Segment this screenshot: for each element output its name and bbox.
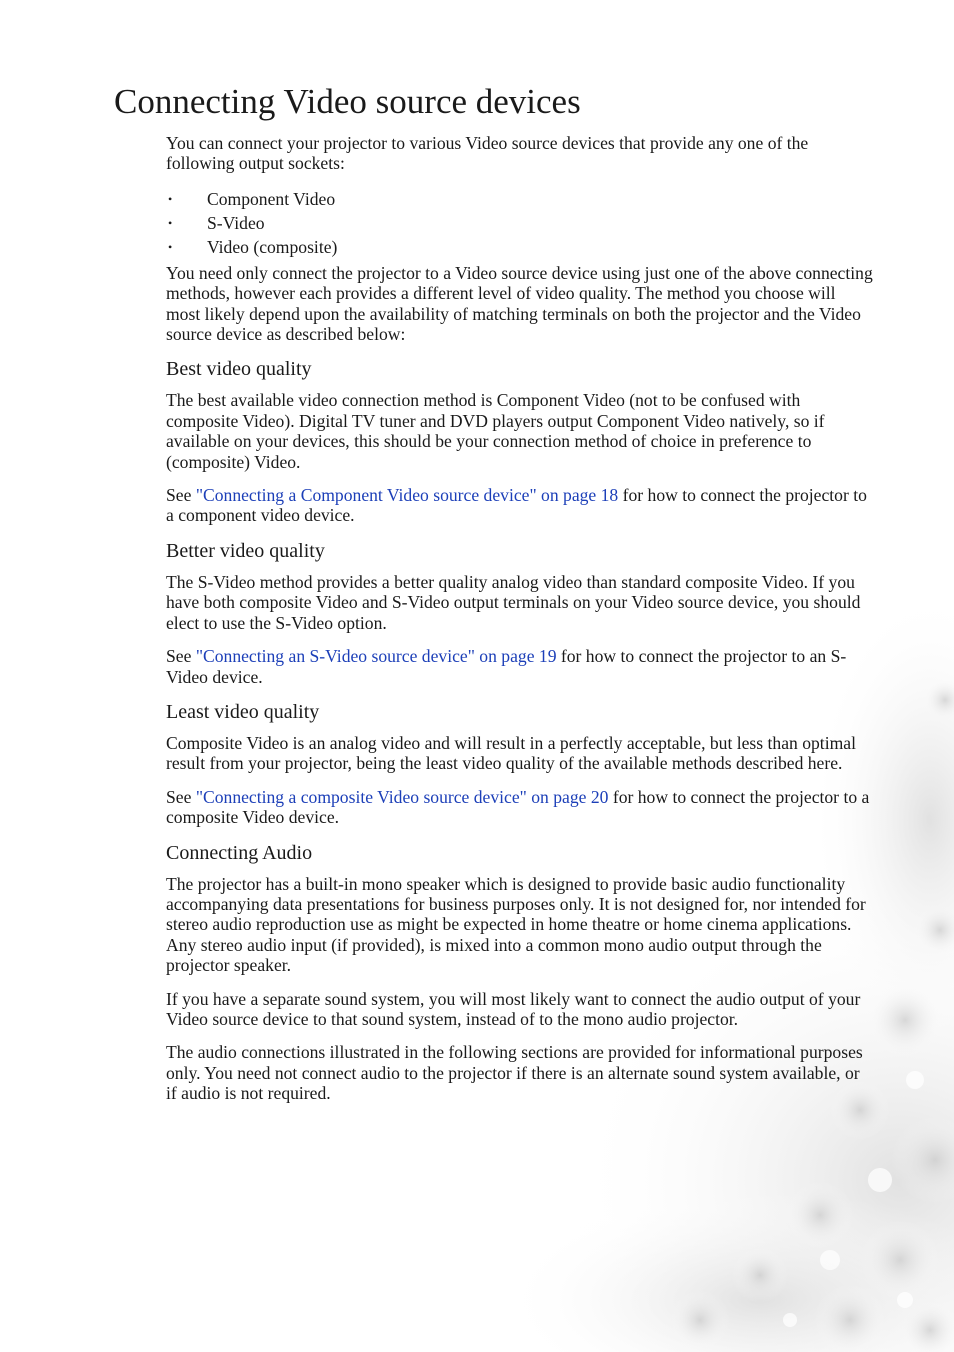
see-suffix: for how to connect the projector to a composite Video device. — [166, 786, 870, 828]
bullet-icon: • — [168, 191, 173, 206]
see-prefix: See — [166, 485, 196, 506]
composite-video-link[interactable]: "Connecting a composite Video source device" on page 20 — [195, 786, 609, 807]
list-item-label: S-Video — [207, 212, 265, 233]
s-video-link[interactable]: "Connecting an S-Video source device" on page 19 — [195, 646, 557, 667]
better-quality-paragraph: The S-Video method provides a better quality analog video than standard composite Video. If you have both composite Video and S-Video output terminals on your Video source device, you should elect to use the S-Video option. — [166, 571, 861, 633]
page-body — [166, 133, 874, 1104]
bullet-icon: • — [168, 215, 173, 230]
see-suffix: for how to connect the projector to an S-Video device. — [166, 646, 847, 687]
see-suffix: for how to connect the projector to a component video device. — [166, 485, 867, 526]
list-item — [166, 187, 874, 211]
list-item-label: Component Video — [207, 188, 336, 209]
output-sockets-list — [166, 187, 874, 259]
section-heading-least: Least video quality — [166, 700, 320, 723]
page-title: Connecting Video source devices — [114, 82, 581, 121]
see-prefix: See — [166, 646, 196, 667]
bullet-icon: • — [168, 239, 173, 254]
method-paragraph: You need only connect the projector to a Video source device using just one of the above connecting methods, however each provides a different level of video quality. The method you choose will most likely depend upon the availability of matching terminals on both the projector and the Video source device as described below: — [166, 262, 873, 345]
list-item-label: Video (composite) — [207, 236, 338, 257]
component-video-link[interactable]: "Connecting a Component Video source device" on page 18 — [195, 485, 619, 506]
best-see-also — [166, 485, 874, 526]
section-heading-audio: Connecting Audio — [166, 841, 313, 864]
see-prefix: See — [166, 786, 196, 807]
audio-paragraph-2: If you have a separate sound system, you will most likely want to connect the audio output of your Video source device to that sound system, instead of to the mono audio projector. — [166, 988, 861, 1029]
intro-paragraph: You can connect your projector to various Video source devices that provide any one of the following output sockets: — [166, 133, 809, 174]
list-item — [166, 211, 874, 235]
better-see-also — [166, 646, 874, 687]
section-heading-best: Best video quality — [166, 358, 312, 381]
audio-paragraph-1: The projector has a built-in mono speaker which is designed to provide basic audio functionality accompanying data presentations for business purposes only. It is not designed for, nor intended for stereo audio reproduction use as might be expected in home theatre or home cinema applications. Any stereo audio input (if provided), is mixed into a common mono audio output through the projector speaker. — [166, 873, 866, 976]
best-quality-paragraph: The best available video connection method is Component Video (not to be confused with composite Video). Digital TV tuner and DVD players output Component Video natively, so if available on your devices, this should be your connection method of choice in preference to (composite) Video. — [166, 390, 825, 472]
least-quality-paragraph: Composite Video is an analog video and will result in a perfectly acceptable, but less than optimal result from your projector, being the least video quality of the available methods described here. — [166, 732, 856, 774]
audio-paragraph-3: The audio connections illustrated in the following sections are provided for informational purposes only. You need not connect audio to the projector if there is an alternate sound system available, or if audio is not required. — [166, 1042, 863, 1104]
list-item — [166, 235, 874, 259]
section-heading-better: Better video quality — [166, 539, 325, 562]
least-see-also — [166, 787, 874, 828]
